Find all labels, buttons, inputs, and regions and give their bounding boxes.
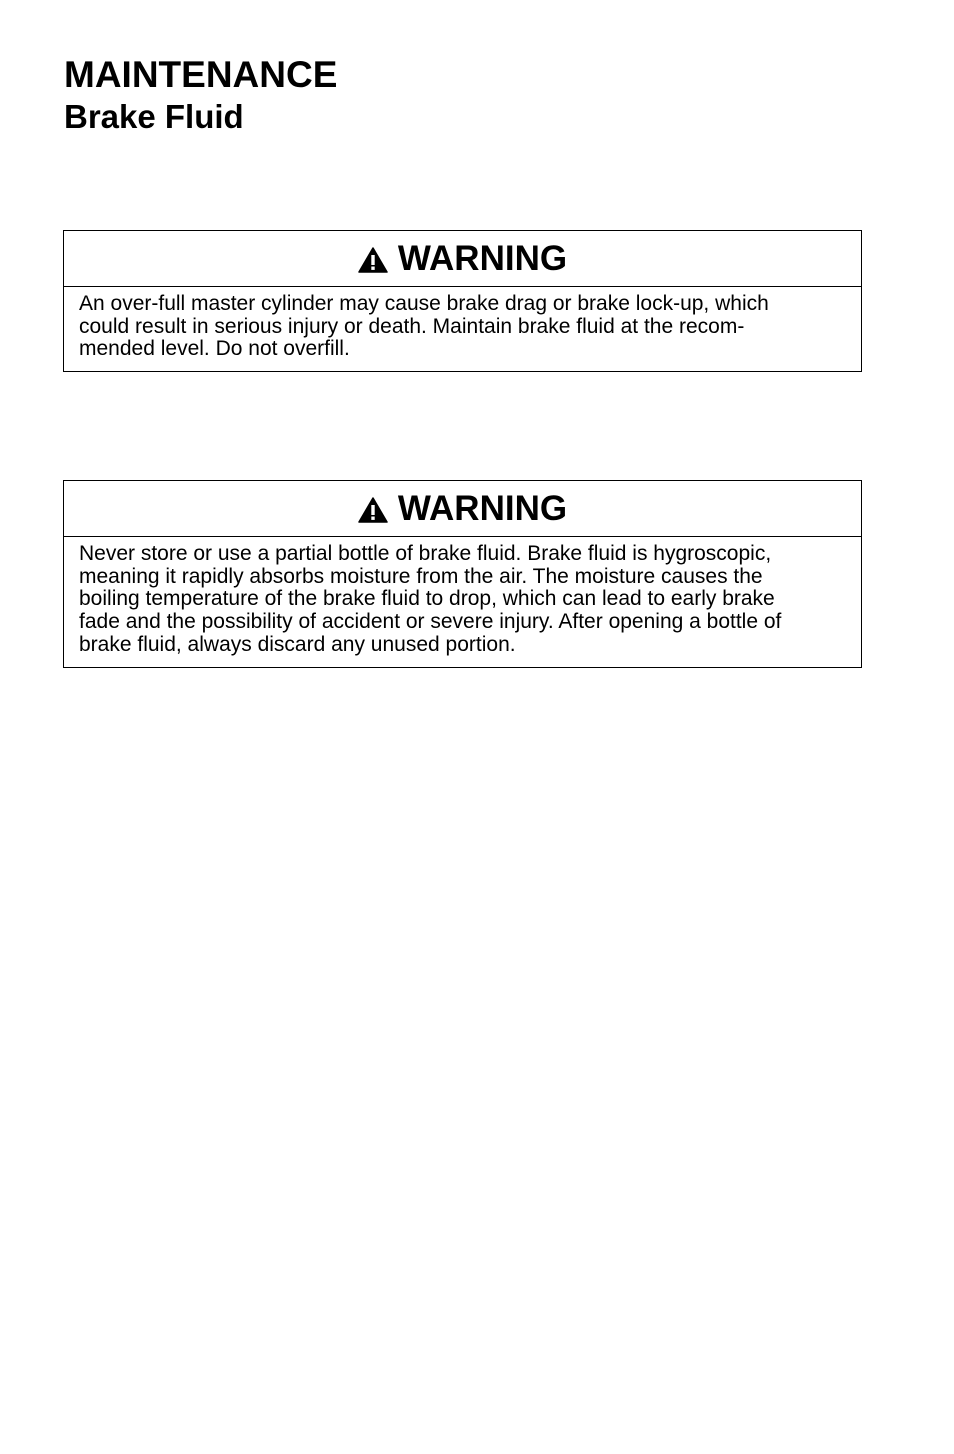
warning-text-line: Never store or use a partial bottle of brake fluid. Brake fluid is hygroscopic, <box>79 542 772 565</box>
warning-header <box>64 481 861 537</box>
warning-box-partial-bottle <box>63 480 862 668</box>
warning-triangle-icon <box>358 247 388 273</box>
warning-text <box>64 537 861 657</box>
warning-header <box>64 231 861 287</box>
page-title: MAINTENANCE <box>64 54 338 95</box>
warning-text <box>64 287 861 361</box>
warning-text-line: boiling temperature of the brake fluid to drop, which can lead to early brake <box>79 587 775 611</box>
warning-text-line: An over-full master cylinder may cause brake drag or brake lock-up, which <box>79 292 769 315</box>
page-subtitle: Brake Fluid <box>64 98 244 135</box>
warning-heading: WARNING <box>397 238 568 278</box>
warning-text-line: could result in serious injury or death. Maintain brake fluid at the recom- <box>79 314 745 338</box>
warning-triangle-icon <box>358 497 388 523</box>
warning-text-line: mended level. Do not overfill. <box>79 337 350 361</box>
warning-text-line: fade and the possibility of accident or severe injury. After opening a bottle of <box>79 610 782 634</box>
warning-box-overfill <box>63 230 862 372</box>
warning-heading: WARNING <box>397 488 568 528</box>
warning-text-line: meaning it rapidly absorbs moisture from the air. The moisture causes the <box>79 564 763 588</box>
warning-text-line: brake fluid, always discard any unused portion. <box>79 632 516 656</box>
